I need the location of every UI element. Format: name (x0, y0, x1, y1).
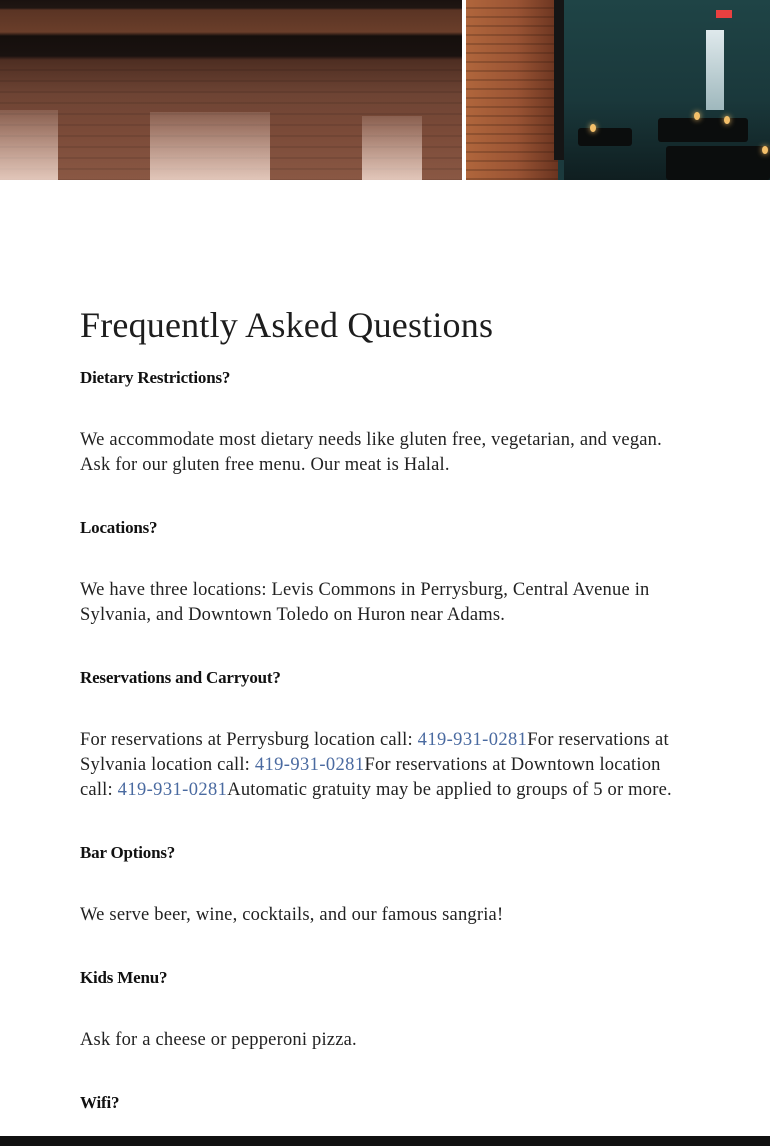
faq-question: Reservations and Carryout? (80, 668, 281, 687)
phone-link-sylvania[interactable]: 419-931-0281 (254, 755, 365, 775)
faq-answer (80, 728, 690, 803)
candle-icon (762, 146, 768, 154)
light-reflection (362, 116, 422, 180)
faq-item-locations (80, 516, 690, 628)
light-reflection (0, 110, 58, 180)
faq-answer: We serve beer, wine, cocktails, and our famous sangria! (80, 905, 504, 925)
faq-answer: We have three locations: Levis Commons in Perrysburg, Central Avenue in Sylvania, and Downtown Toledo on Huron near Adams. (80, 580, 650, 625)
faq-question: Kids Menu? (80, 968, 168, 987)
candle-icon (590, 124, 596, 132)
faq-answer: Ask for a cheese or pepperoni pizza. (80, 1030, 357, 1050)
restaurant-dining-room-photo (466, 0, 770, 180)
faq-item-dietary (80, 366, 690, 478)
faq-item-wifi (80, 1091, 690, 1115)
phone-link-downtown[interactable]: 419-931-0281 (117, 780, 228, 800)
brick-wall (466, 0, 558, 180)
faq-question: Bar Options? (80, 843, 176, 862)
faq-question: Locations? (80, 518, 158, 537)
faq-section (80, 298, 690, 1115)
page-title: Frequently Asked Questions (80, 305, 494, 345)
answer-text: For reservations at Perrysburg location call: (80, 730, 418, 750)
light-reflection (150, 112, 270, 180)
faq-question: Dietary Restrictions? (80, 368, 231, 387)
faq-answer: We accommodate most dietary needs like gluten free, vegetarian, and vegan. Ask for our gluten free menu. Our meat is Halal. (80, 430, 662, 475)
faq-item-bar (80, 841, 690, 928)
faq-item-reservations (80, 666, 690, 803)
candle-icon (724, 116, 730, 124)
wall-frame (554, 0, 564, 160)
faq-item-kids (80, 966, 690, 1053)
dining-table (578, 128, 632, 146)
phone-link-perrysburg[interactable]: 419-931-0281 (417, 730, 528, 750)
dining-table (666, 146, 770, 180)
candle-icon (694, 112, 700, 120)
hero-banner (0, 0, 770, 180)
window-light (706, 30, 724, 110)
dining-table (658, 118, 748, 142)
exit-sign-icon (716, 10, 732, 18)
answer-text: For reservations at Sylvania location call: (80, 730, 669, 775)
faq-question: Wifi? (80, 1093, 120, 1112)
answer-text: Automatic gratuity may be applied to groups of 5 or more. (227, 780, 672, 800)
bottom-bar (0, 1136, 770, 1146)
restaurant-floor-photo (0, 0, 462, 180)
answer-text: For reservations at Downtown location call: (80, 755, 661, 800)
